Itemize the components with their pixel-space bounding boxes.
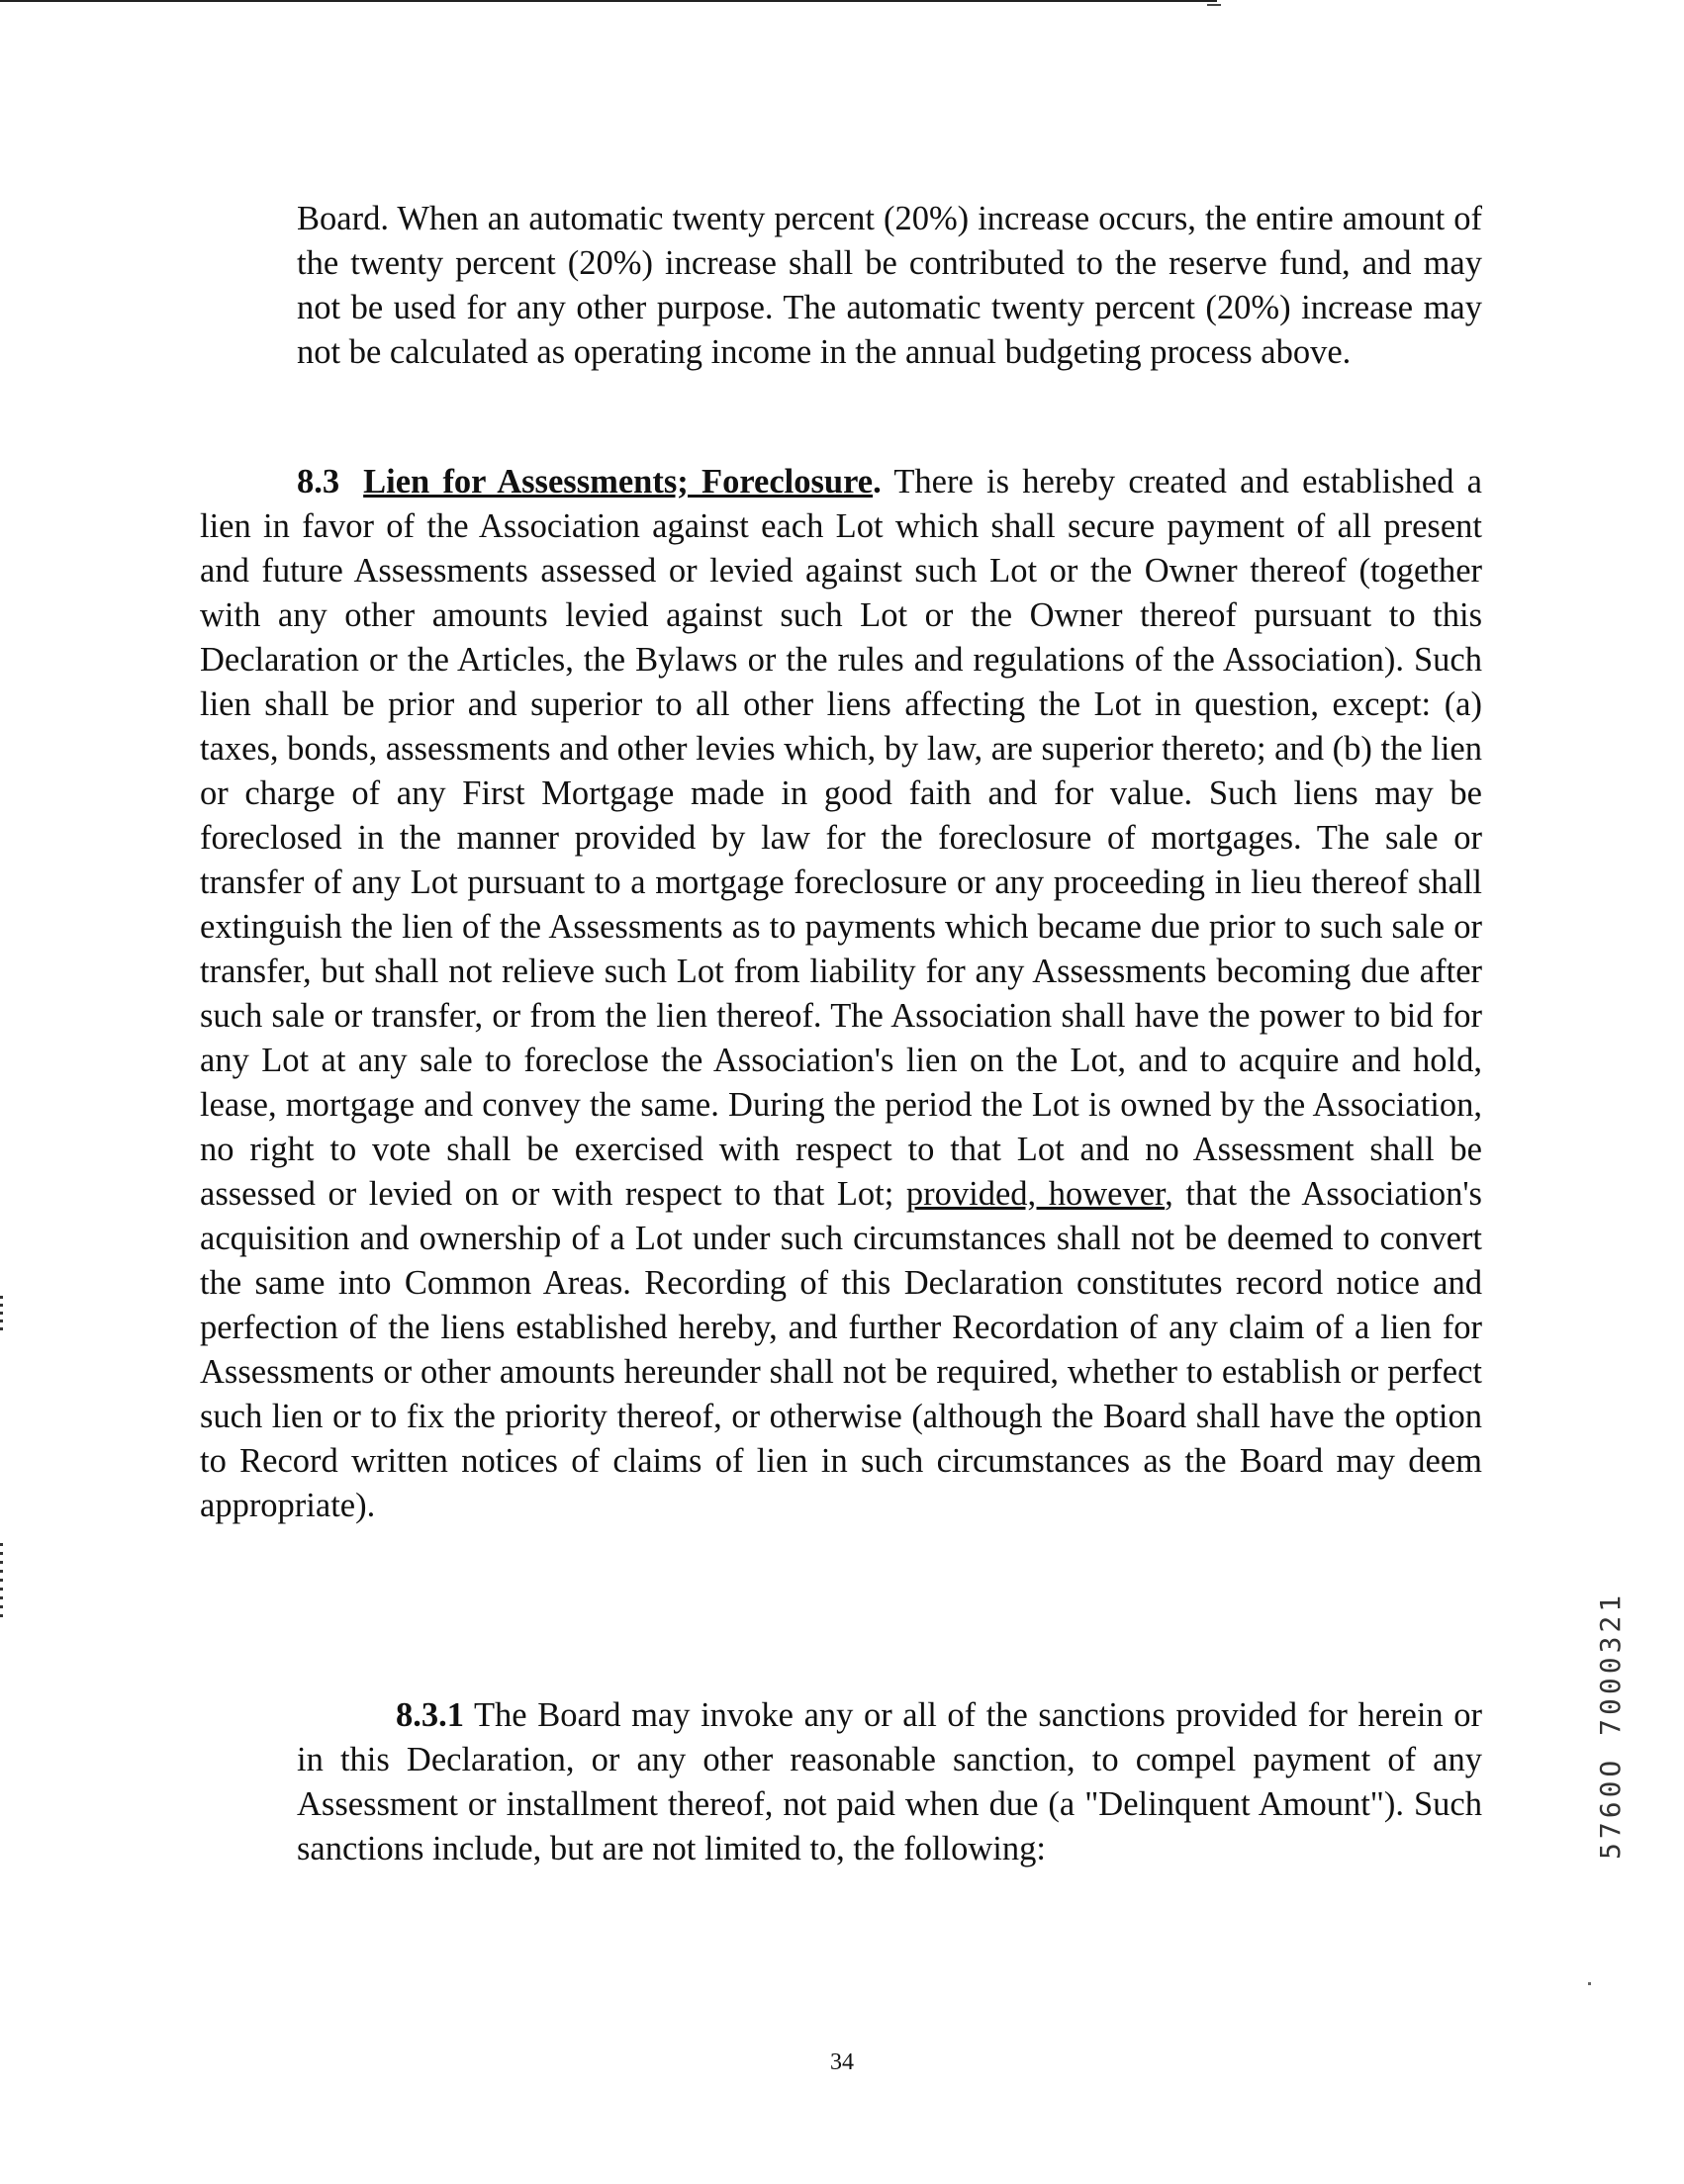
- section-8-3-paragraph: [200, 460, 1482, 1528]
- scan-edge-mark: [0, 1296, 3, 1331]
- section-8-3-1-body: The Board may invoke any or all of the sanctions provided for herein or in this Declaration, or any other reasonable sanction, to compel payment of any Assessment or installment thereof, not paid when due (a "Delinquent Amount"). Such sanctions include, but are not limited to, the following:: [297, 1696, 1482, 1867]
- paragraph-board-increase: Board. When an automatic twenty percent (20%) increase occurs, the entire amount of the twenty percent (20%) increase shall be contributed to the reserve fund, and may not be used for any other purpose. The automatic twenty percent (20%) increase may not be calculated as operating income in the annual budgeting process above.: [297, 200, 1482, 371]
- provided-however-phrase: provided, however: [905, 1175, 1166, 1213]
- section-8-3-title: Lien for Assessments; Foreclosure: [363, 463, 874, 500]
- margin-recording-stamp: [1583, 1591, 1627, 1860]
- section-8-3-body-part1: There is hereby created and established a lien in favor of the Association against each Lot which shall secure payment of all present and future Assessments assessed or levied against such Lot or the Owner thereof (together with any other amounts levied against such Lot or the Owner thereof pursuant to this Declaration or the Articles, the Bylaws or the rules and regulations of the Association). Such lien shall be prior and superior to all other liens affecting the Lot in question, except: (a) taxes, bonds, assessments and other levies which, by law, are superior thereto; and (b) the lien or charge of any First Mortgage made in good faith and for value. Such liens may be foreclosed in the manner provided by law for the foreclosure of mortgages. The sale or transfer of any Lot pursuant to a mortgage foreclosure or any proceeding in lieu thereof shall extinguish the lien of the Assessments as to payments which became due prior to such sale or transfer, but shall not relieve such Lot from liability for any Assessments becoming due after such sale or transfer, or from the lien thereof. The Association shall have the power to bid for any Lot at any sale to foreclose the Association's lien on the Lot, and to acquire and hold, lease, mortgage and convey the same. During the period the Lot is owned by the Association, no right to vote shall be exercised with respect to that Lot and no Assessment shall be assessed or levied on or with respect to that Lot;: [200, 463, 1482, 1213]
- scan-edge-mark-lower: [0, 1543, 3, 1622]
- scan-speck: [1588, 1982, 1591, 1985]
- section-8-3-number: 8.3: [297, 463, 340, 500]
- section-8-3-1-paragraph: [297, 1693, 1482, 1871]
- section-8-3-body-part2: , that the Association's acquisition and ownership of a Lot under such circumstances shall not be deemed to convert the same into Common Areas. Recording of this Declaration constitutes record notice and perfection of the liens established hereby, and further Recordation of any claim of a lien for Assessments or other amounts hereunder shall not be required, whether to establish or perfect such lien or to fix the priority thereof, or otherwise (although the Board shall have the option to Record written notices of claims of lien in such circumstances as the Board may deem appropriate).: [200, 1175, 1482, 1524]
- section-8-3-1-number: 8.3.1: [396, 1696, 464, 1734]
- page-number: 34: [830, 2049, 854, 2075]
- top-border-tick: [1207, 4, 1221, 6]
- section-8-3-title-period: .: [873, 463, 882, 500]
- top-border-line: [0, 0, 1217, 2]
- margin-stamp-text: 5760O 7000321: [1594, 1591, 1627, 1860]
